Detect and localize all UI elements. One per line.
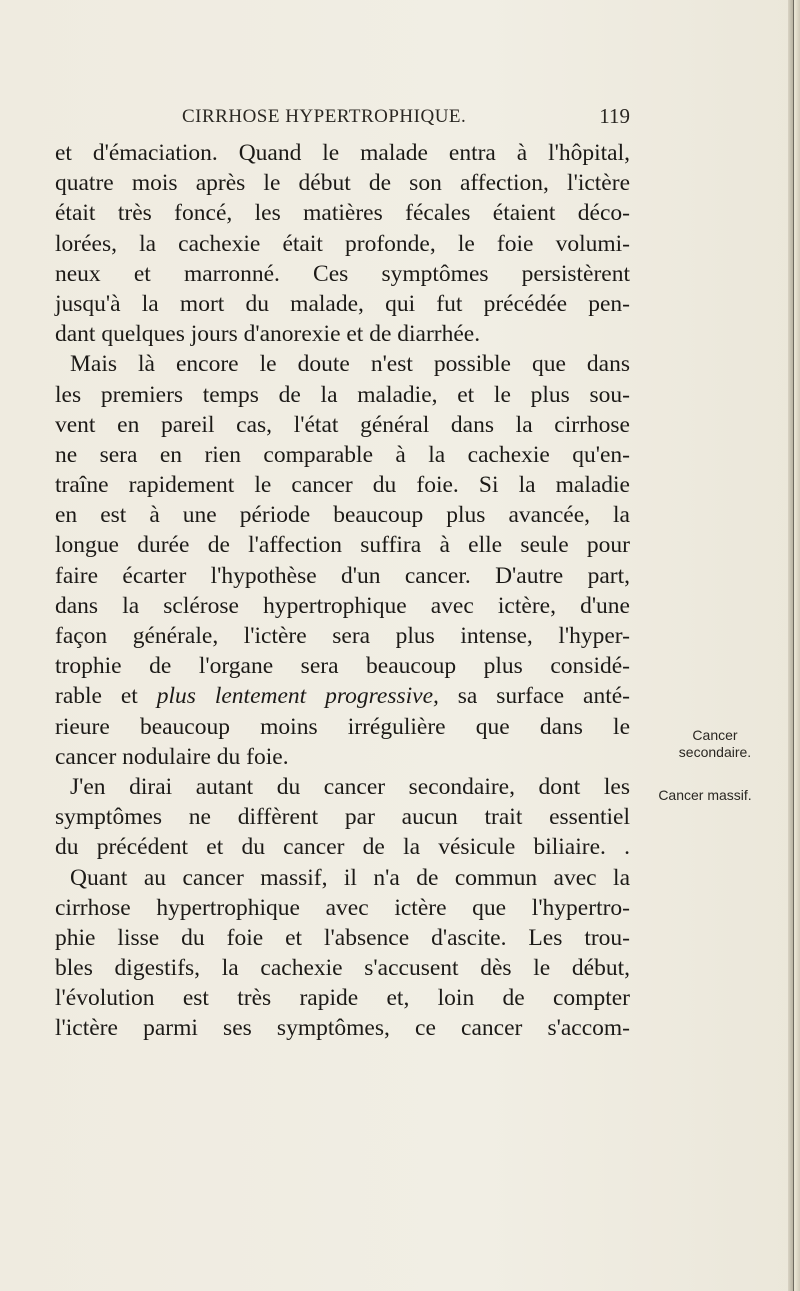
text-line: du précédent et du cancer de la vésicule biliaire. . bbox=[55, 834, 630, 861]
text-line: dans la sclérose hypertrophique avec ictère, d'une bbox=[55, 592, 630, 619]
text-line: les premiers temps de la maladie, et le plus sou- bbox=[55, 381, 630, 408]
text-line: cirrhose hypertrophique avec ictère que l'hypertro- bbox=[55, 894, 630, 921]
margin-note-cancer-secondaire bbox=[660, 727, 770, 761]
text-line: phie lisse du foie et l'absence d'ascite. Les trou- bbox=[55, 924, 630, 951]
margin-note-line: Cancer massif. bbox=[658, 787, 752, 803]
text-line: façon générale, l'ictère sera plus intense, l'hyper- bbox=[55, 623, 630, 649]
text-line: rieure beaucoup moins irrégulière que dans le bbox=[55, 713, 630, 740]
text-line: J'en dirai autant du cancer secondaire, dont les bbox=[70, 773, 630, 800]
margin-note-line: secondaire. bbox=[678, 744, 752, 760]
text-line: vent en pareil cas, l'état général dans la cirrhose bbox=[55, 411, 630, 438]
text-line: cancer nodulaire du foie. bbox=[55, 743, 289, 770]
text-line: longue durée de l'affection suffira à elle seule pour bbox=[55, 532, 630, 559]
page-header bbox=[100, 106, 630, 136]
text-line: Mais là encore le doute n'est possible que dans bbox=[70, 351, 630, 378]
page-edge-line bbox=[793, 0, 794, 1291]
text-line: et d'émaciation. Quand le malade entra à l'hôpital, bbox=[55, 140, 630, 166]
text-line: l'ictère parmi ses symptômes, ce cancer s'accom- bbox=[55, 1015, 630, 1042]
text-line: jusqu'à la mort du malade, qui fut précédée pen- bbox=[55, 290, 630, 317]
running-title: CIRRHOSE HYPERTROPHIQUE. bbox=[182, 106, 467, 127]
margin-note-line: Cancer bbox=[692, 727, 738, 743]
book-spine-edge bbox=[788, 0, 800, 1291]
body-text bbox=[55, 138, 630, 1044]
text-line: traîne rapidement le cancer du foie. Si la maladie bbox=[55, 472, 630, 499]
text-line: en est à une période beaucoup plus avancée, la bbox=[55, 502, 630, 529]
text-line: Quant au cancer massif, il n'a de commun avec la bbox=[70, 864, 630, 891]
text-line-with-italic bbox=[55, 681, 630, 711]
text-line: bles digestifs, la cachexie s'accusent dès le début, bbox=[55, 955, 630, 982]
text-line: faire écarter l'hypothèse d'un cancer. D'autre part, bbox=[55, 562, 630, 589]
text-line: quatre mois après le début de son affection, l'ictère bbox=[55, 170, 630, 197]
text-line: ne sera en rien comparable à la cachexie qu'en- bbox=[55, 441, 630, 468]
text-segment: rable et bbox=[55, 683, 157, 710]
page-number: 119 bbox=[599, 104, 630, 128]
text-line: trophie de l'organe sera beaucoup plus considé- bbox=[55, 653, 630, 680]
italic-phrase: plus lentement progressive, bbox=[156, 683, 439, 710]
text-line: l'évolution est très rapide et, loin de compter bbox=[55, 985, 630, 1012]
text-line: était très foncé, les matières fécales étaient déco- bbox=[55, 200, 630, 227]
text-line: neux et marronné. Ces symptômes persistèrent bbox=[55, 260, 630, 287]
text-line: symptômes ne diffèrent par aucun trait essentiel bbox=[55, 804, 630, 831]
text-line: dant quelques jours d'anorexie et de diarrhée. bbox=[55, 321, 481, 348]
text-line: lorées, la cachexie était profonde, le foie volumi- bbox=[55, 230, 630, 257]
margin-note-cancer-massif bbox=[640, 787, 770, 804]
text-segment: sa surface anté- bbox=[438, 683, 630, 710]
